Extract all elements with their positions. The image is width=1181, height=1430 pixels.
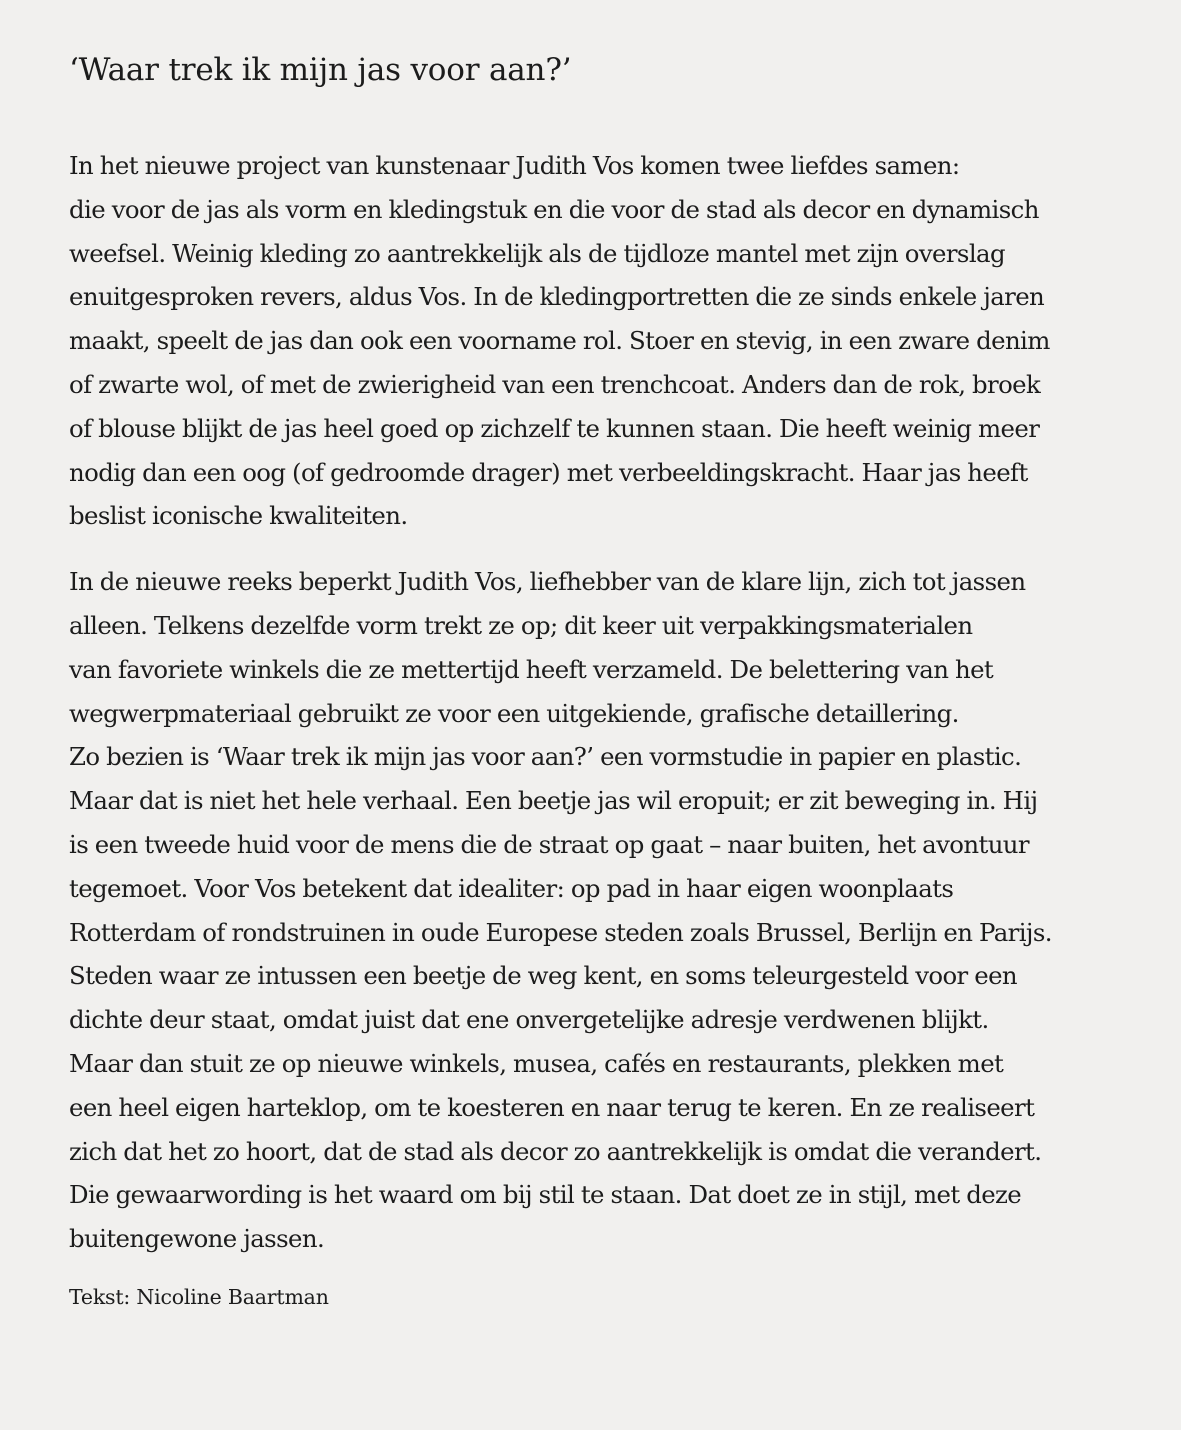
text-line: nodig dan een oog (of gedroomde drager) met verbeeldingskracht. Haar jas heeft: [69, 457, 1028, 487]
text-line: Rotterdam of rondstruinen in oude Europese steden zoals Brussel, Berlijn en Parijs.: [69, 917, 1052, 947]
text-line: In de nieuwe reeks beperkt Judith Vos, liefhebber van de klare lijn, zich tot jassen: [69, 567, 1026, 597]
text-line: die voor de jas als vorm en kledingstuk en die voor de stad als decor en dynamisch: [69, 194, 1039, 224]
text-line: enuitgesproken revers, aldus Vos. In de kledingportretten die ze sinds enkele jaren: [69, 282, 1045, 312]
text-line: alleen. Telkens dezelfde vorm trekt ze op; dit keer uit verpakkingsmaterialen: [69, 610, 973, 640]
text-line: tegemoet. Voor Vos betekent dat idealiter: op pad in haar eigen woonplaats: [69, 873, 954, 903]
text-line: Maar dan stuit ze op nieuwe winkels, musea, cafés en restaurants, plekken met: [69, 1048, 1004, 1078]
text-line: buitengewone jassen.: [69, 1224, 325, 1254]
article-paragraph-2: [69, 560, 1141, 1261]
article-paragraph-1: [69, 144, 1141, 538]
text-line: maakt, speelt de jas dan ook een voorname rol. Stoer en stevig, in een zware denim: [69, 326, 1050, 356]
text-line: dichte deur staat, omdat juist dat ene onvergetelijke adresje verdwenen blijkt.: [69, 1005, 989, 1035]
article-credit: Tekst: Nicoline Baartman: [69, 1284, 329, 1309]
text-line: of zwarte wol, of met de zwierigheid van een trenchcoat. Anders dan de rok, broek: [69, 369, 1041, 399]
text-line: Die gewaarwording is het waard om bij stil te staan. Dat doet ze in stijl, met deze: [69, 1180, 1022, 1210]
text-line: weefsel. Weinig kleding zo aantrekkelijk als de tijdloze mantel met zijn overslag: [69, 238, 1005, 268]
text-line: is een tweede huid voor de mens die de straat op gaat – naar buiten, het avontuur: [69, 829, 1029, 859]
text-line: In het nieuwe project van kunstenaar Judith Vos komen twee liefdes samen:: [69, 151, 960, 180]
text-line: Maar dat is niet het hele verhaal. Een beetje jas wil eropuit; er zit beweging in. Hij: [69, 786, 1038, 816]
text-line: of blouse blijkt de jas heel goed op zichzelf te kunnen staan. Die heeft weinig meer: [69, 413, 1040, 443]
text-line: van favoriete winkels die ze mettertijd heeft verzameld. De belettering van het: [69, 654, 994, 684]
text-line: beslist iconische kwaliteiten.: [69, 501, 408, 531]
text-line: een heel eigen harteklop, om te koesteren en naar terug te keren. En ze realiseert: [69, 1092, 1035, 1122]
text-line: Zo bezien is ‘Waar trek ik mijn jas voor aan?’ een vormstudie in papier en plastic.: [69, 742, 1022, 772]
text-line: zich dat het zo hoort, dat de stad als decor zo aantrekkelijk is omdat die verandert.: [69, 1136, 1042, 1166]
article-title: ‘Waar trek ik mijn jas voor aan?’: [69, 52, 572, 88]
text-line: wegwerpmateriaal gebruikt ze voor een uitgekiende, grafische detaillering.: [69, 698, 959, 728]
text-line: Steden waar ze intussen een beetje de weg kent, en soms teleurgesteld voor een: [69, 961, 1018, 991]
